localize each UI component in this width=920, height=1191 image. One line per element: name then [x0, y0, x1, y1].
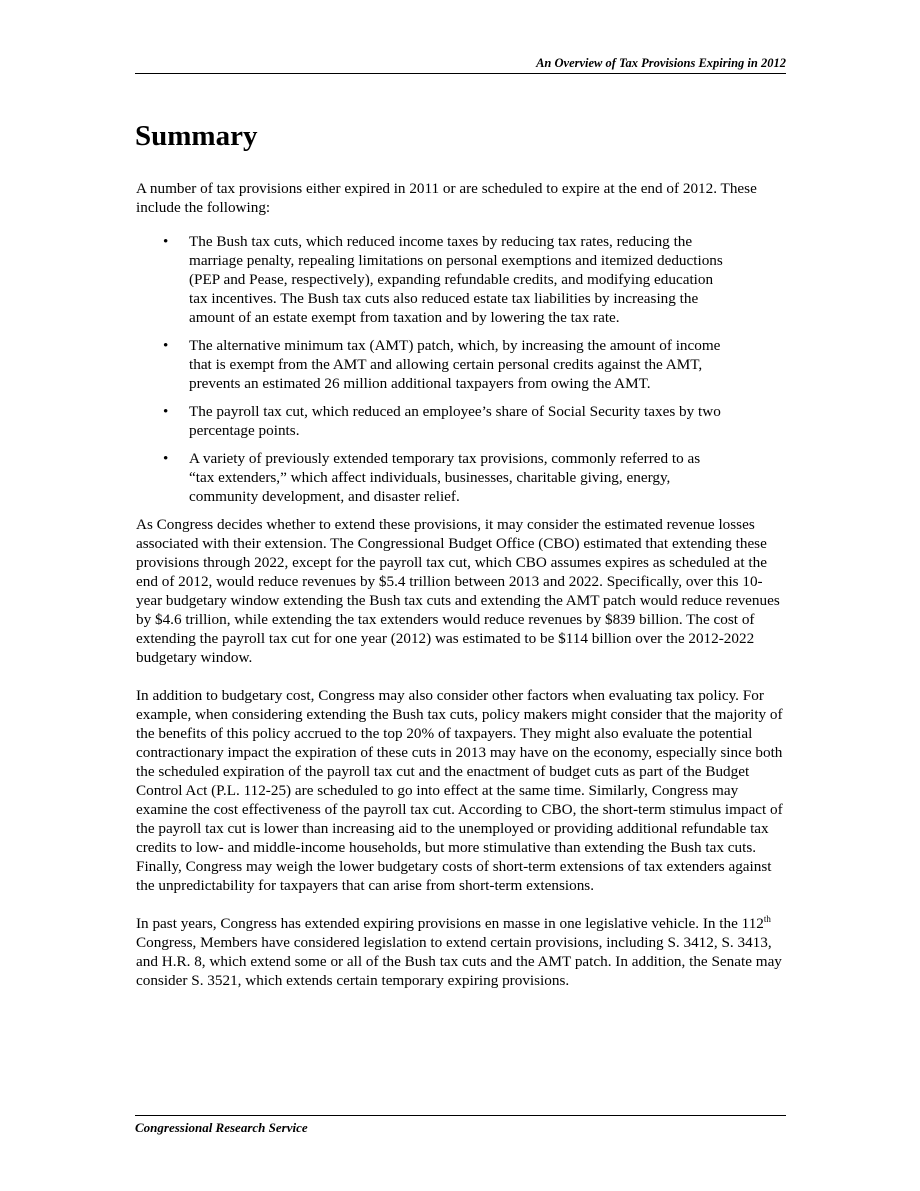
document-body: [136, 179, 788, 990]
bullet-marker: •: [163, 450, 169, 467]
provision-list: [136, 232, 788, 506]
list-item: [136, 336, 788, 393]
list-item: [136, 232, 788, 327]
list-item: [136, 449, 788, 506]
bullet-marker: •: [163, 233, 169, 250]
list-item-text: The Bush tax cuts, which reduced income taxes by reducing tax rates, reducing the marriage penalty, repealing limitations on personal exemptions and itemized deductions (PEP and Pease, respectively), expanding refundable credits, and modifying education tax incentives. The Bush tax cuts also reduced estate tax liabilities by increasing the amount of an estate exempt from taxation and by lowering the tax rate.: [189, 233, 723, 326]
running-footer: Congressional Research Service: [135, 1120, 308, 1135]
legislation-paragraph: [136, 914, 788, 990]
ordinal-superscript: th: [763, 913, 771, 924]
legislation-text-start: In past years, Congress has extended expiring provisions en masse in one legislative vehicle. In the 112: [136, 915, 764, 932]
intro-paragraph: A number of tax provisions either expired in 2011 or are scheduled to expire at the end of 2012. These include the following:: [136, 180, 757, 216]
bullet-marker: •: [163, 403, 169, 420]
list-item-text: A variety of previously extended temporary tax provisions, commonly referred to as “tax extenders,” which affect individuals, businesses, charitable giving, energy, community development, and disaster relief.: [189, 450, 701, 505]
policy-paragraph: In addition to budgetary cost, Congress may also consider other factors when evaluating tax policy. For example, when considering extending the Bush tax cuts, policy makers might consider that the majority of the benefits of this policy accrued to the top 20% of taxpayers. They might also evaluate the potential contractionary impact the expiration of these cuts in 2013 may have on the economy, especially since both the scheduled expiration of the payroll tax cut and the enactment of budget cuts as part of the Budget Control Act (P.L. 112-25) are scheduled to go into effect at the same time. Similarly, Congress may examine the cost effectiveness of the payroll tax cut. According to CBO, the short-term stimulus impact of the payroll tax cut is lower than increasing aid to the unemployed or providing additional refundable tax credits to low- and middle-income households, but more stimulative than extending the Bush tax cuts. Finally, Congress may weigh the lower budgetary costs of short-term extensions of tax extenders against the unpredictability for taxpayers that can arise from short-term extensions.: [136, 687, 783, 894]
list-item-text: The alternative minimum tax (AMT) patch, which, by increasing the amount of income that is exempt from the AMT and allowing certain personal credits against the AMT, prevents an estimated 26 million additional taxpayers from owing the AMT.: [189, 337, 721, 392]
legislation-text-end: Congress, Members have considered legislation to extend certain provisions, including S. 3412, S. 3413, and H.R. 8, which extend some or all of the Bush tax cuts and the AMT patch. In addition, the Senate may consider S. 3521, which extends certain temporary expiring provisions.: [136, 934, 782, 989]
bullet-marker: •: [163, 337, 169, 354]
page-title: Summary: [135, 120, 258, 152]
running-header: An Overview of Tax Provisions Expiring in 2012: [536, 56, 786, 70]
revenue-paragraph: As Congress decides whether to extend these provisions, it may consider the estimated revenue losses associated with their extension. The Congressional Budget Office (CBO) estimated that extending these provisions through 2022, except for the payroll tax cut, which CBO assumes expires as scheduled at the end of 2012, would reduce revenues by $5.4 trillion between 2013 and 2022. Specifically, over this 10-year budgetary window extending the Bush tax cuts and extending the AMT patch would reduce revenues by $4.6 trillion, while extending the tax extenders would reduce revenues by $839 billion. The cost of extending the payroll tax cut for one year (2012) was estimated to be $114 billion over the 2012-2022 budgetary window.: [136, 516, 780, 666]
list-item-text: The payroll tax cut, which reduced an employee’s share of Social Security taxes by two percentage points.: [189, 403, 721, 439]
list-item: [136, 402, 788, 440]
footer-rule: [135, 1115, 786, 1116]
header-rule: [135, 73, 786, 74]
